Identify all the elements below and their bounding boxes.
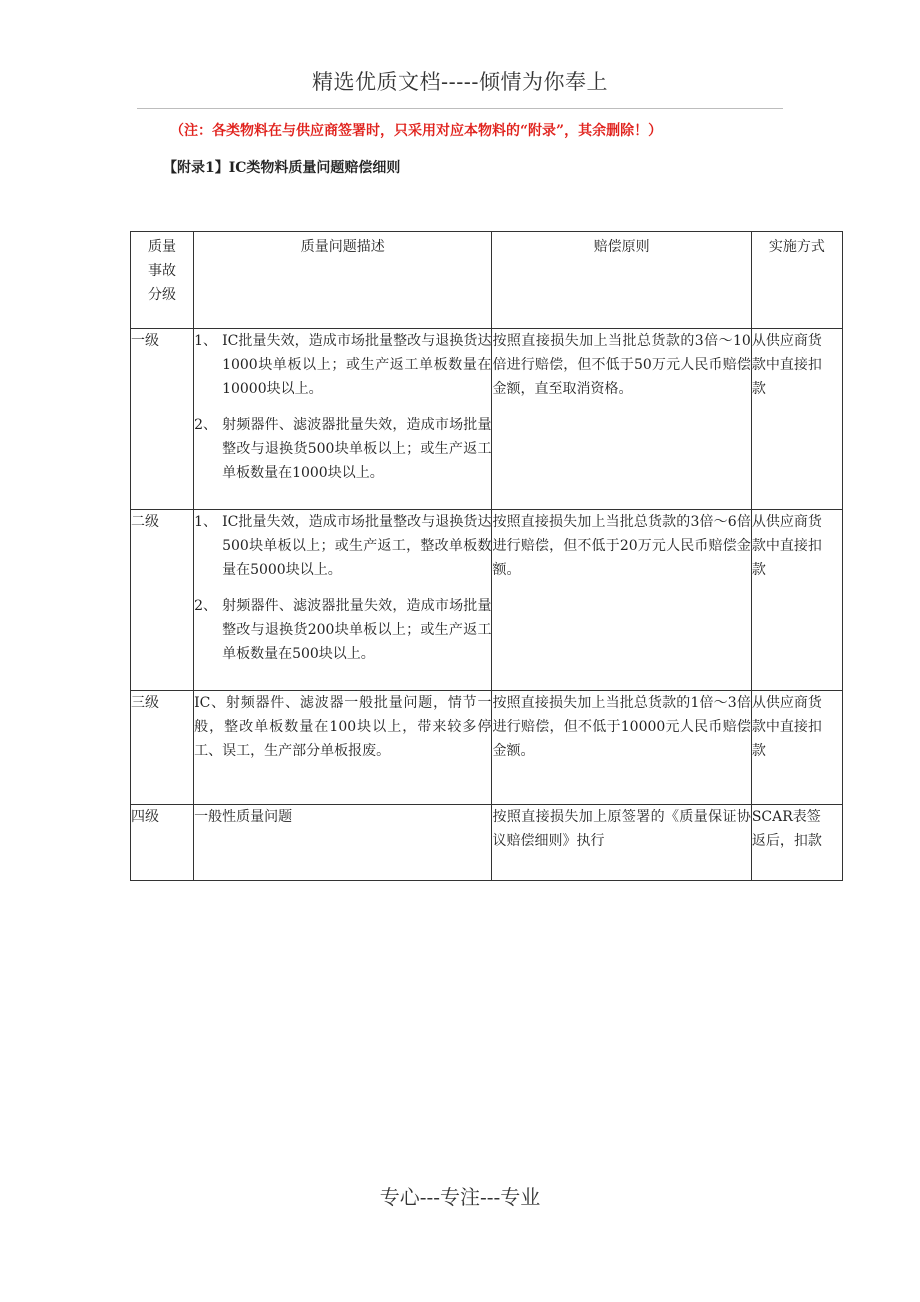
method-cell: 从供应商货款中直接扣款 [751,329,842,510]
item-number: 2、 [194,417,217,433]
description-item [194,413,491,485]
page-header-title: 精选优质文档-----倾情为你奉上 [312,70,608,94]
item-text: 射频器件、滤波器批量失效，造成市场批量整改与退换货500块单板以上；或生产返工单板数量在1000块以上。 [222,417,492,481]
method-cell: 从供应商货款中直接扣款 [751,510,842,691]
item-number: 1、 [194,514,217,530]
page-footer: 专心---专注---专业 [379,1185,541,1209]
table-row [131,805,843,881]
header-description: 质量问题描述 [194,232,492,329]
level-cell: 四级 [131,805,194,881]
level-cell: 三级 [131,691,194,805]
table-header-row [131,232,843,329]
description-item [194,510,491,582]
item-text: 射频器件、滤波器批量失效，造成市场批量整改与退换货200块单板以上；或生产返工单板数量在500块以上。 [222,598,492,662]
method-cell: SCAR表签返后，扣款 [751,805,842,881]
description-cell [194,510,492,691]
description-cell: IC、射频器件、滤波器一般批量问题，情节一般，整改单板数量在100块以上，带来较多停工、误工，生产部分单板报废。 [194,691,492,805]
description-item [194,594,491,666]
red-note: （注：各类物料在与供应商签署时，只采用对应本物料的“附录”，其余删除！） [170,123,663,139]
description-cell [194,329,492,510]
level-cell: 二级 [131,510,194,691]
header-divider [137,108,783,109]
principle-cell: 按照直接损失加上当批总货款的3倍～10倍进行赔偿，但不低于50万元人民币赔偿金额，直至取消资格。 [492,329,751,510]
compensation-table [130,231,843,881]
principle-cell: 按照直接损失加上当批总货款的3倍～6倍进行赔偿，但不低于20万元人民币赔偿金额。 [492,510,751,691]
level-cell: 一级 [131,329,194,510]
item-text: IC批量失效，造成市场批量整改与退换货达1000块单板以上；或生产返工单板数量在10000块以上。 [222,333,492,397]
principle-cell: 按照直接损失加上当批总货款的1倍～3倍进行赔偿，但不低于10000元人民币赔偿金额。 [492,691,751,805]
table-row [131,329,843,510]
header-principle: 赔偿原则 [492,232,751,329]
description-cell: 一般性质量问题 [194,805,492,881]
item-number: 1、 [194,333,217,349]
header-method: 实施方式 [751,232,842,329]
table-row [131,691,843,805]
principle-cell: 按照直接损失加上原签署的《质量保证协议赔偿细则》执行 [492,805,751,881]
method-cell: 从供应商货款中直接扣款 [751,691,842,805]
item-number: 2、 [194,598,217,614]
table-row [131,510,843,691]
item-text: IC批量失效，造成市场批量整改与退换货达500块单板以上；或生产返工，整改单板数量在5000块以上。 [222,514,492,578]
description-item [194,329,491,401]
appendix-title: 【附录1】IC类物料质量问题赔偿细则 [163,160,401,176]
header-level: 质量事故分级 [131,232,194,329]
